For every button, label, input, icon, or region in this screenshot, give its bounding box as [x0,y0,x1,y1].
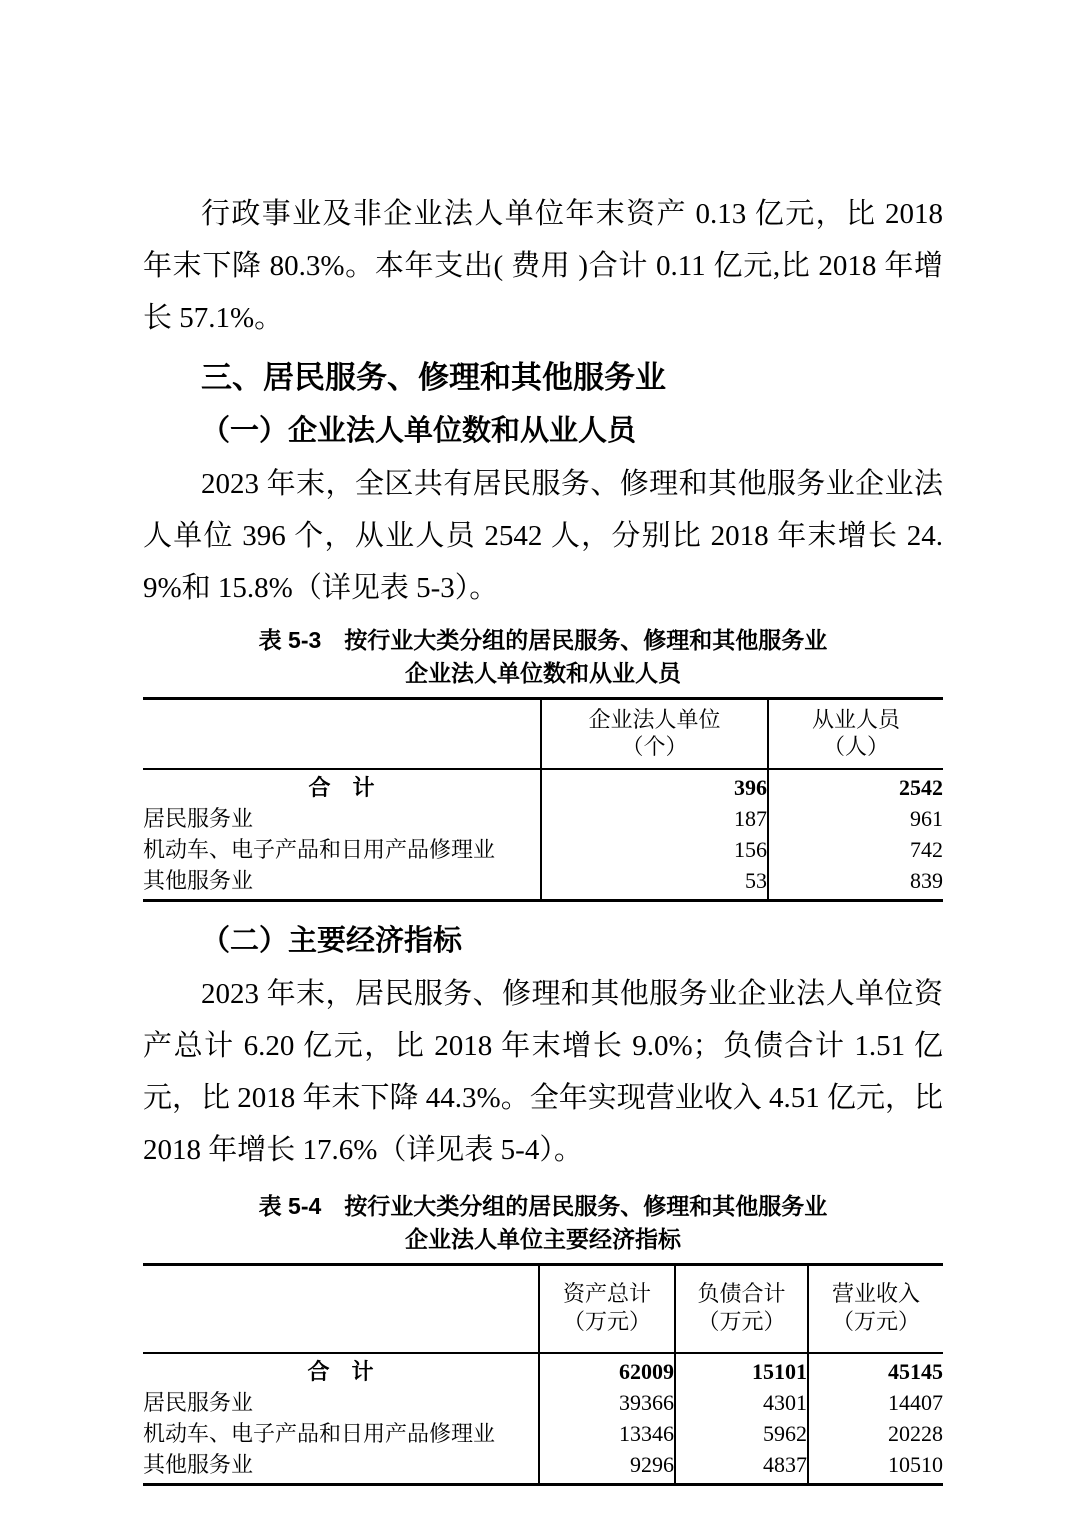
column-header-line1: 负债合计 [697,1281,786,1306]
table-5-3-title-line2: 企业法人单位数和从业人员 [405,660,681,686]
cell-value: 15101 [675,1353,808,1387]
column-header-line2: （万元） [697,1309,786,1334]
cell-value: 5962 [675,1418,808,1449]
column-header-line2: （万元） [831,1309,920,1334]
row-label: 合 计 [307,1359,374,1384]
table-row [143,803,943,834]
stub-header-empty [143,1265,539,1354]
cell-value: 13346 [539,1418,675,1449]
row-label: 合 计 [308,775,375,800]
column-header-line1: 营业收入 [831,1281,920,1306]
column-header-line1: 企业法人单位 [588,707,721,732]
row-label: 机动车、电子产品和日用产品修理业 [143,1421,496,1446]
column-header-line2: （万元） [562,1309,651,1334]
cell-value: 14407 [808,1387,943,1418]
column-header-line1: 从业人员 [811,707,900,732]
cell-value: 10510 [808,1449,943,1485]
cell-value: 4301 [675,1387,808,1418]
table-row [143,1418,943,1449]
cell-value: 62009 [539,1353,675,1387]
table-header-row [143,1265,943,1354]
table-5-4-title-line2: 企业法人单位主要经济指标 [405,1226,681,1252]
column-header-line2: （人） [822,734,889,759]
row-label: 其他服务业 [143,1452,254,1477]
paragraph-units-employees: 2023 年末，全区共有居民服务、修理和其他服务业企业法人单位 396 个，从业人员 2542 人，分别比 2018 年末增长 24.9%和 15.8%（详见表 5-3）。 [143,468,943,604]
table-header-row [143,699,943,770]
cell-value: 45145 [808,1353,943,1387]
table-row [143,865,943,901]
column-header-total-assets [539,1265,675,1354]
column-header-line2: （个） [621,734,688,759]
table-5-3-title-line1: 表 5-3 按行业大类分组的居民服务、修理和其他服务业 [258,627,828,653]
cell-value: 156 [541,834,768,865]
section-heading: 三、居民服务、修理和其他服务业 [201,360,666,395]
column-header-legal-units [541,699,768,770]
column-header-operating-revenue [808,1265,943,1354]
row-label: 机动车、电子产品和日用产品修理业 [143,837,496,862]
row-label: 居民服务业 [143,806,254,831]
subsection-heading-economic: （二）主要经济指标 [201,925,463,957]
cell-value: 39366 [539,1387,675,1418]
column-header-employees [768,699,943,770]
column-header-total-liabilities [675,1265,808,1354]
table-row-total [143,1353,943,1387]
paragraph-economic-indicators: 2023 年末，居民服务、修理和其他服务业企业法人单位资产总计 6.20 亿元，比 2018 年末增长 9.0%；负债合计 1.51 亿元，比 2018 年末下降 44.3%。全年实现营业收入 4.51 亿元，比 2018 年增长 17.6%（详见表 5-4）。 [143,978,943,1166]
paragraph-admin-assets: 行政事业及非企业法人单位年末资产 0.13 亿元，比 2018 年末下降 80.3%。本年支出( 费用 )合计 0.11 亿元,比 2018 年增长 57.1%。 [143,198,943,334]
cell-value: 742 [768,834,943,865]
cell-value: 2542 [768,769,943,803]
row-label: 居民服务业 [143,1390,254,1415]
cell-value: 20228 [808,1418,943,1449]
stub-header-empty [143,699,541,770]
cell-value: 4837 [675,1449,808,1485]
table-5-3 [143,697,943,902]
cell-value: 839 [768,865,943,901]
cell-value: 9296 [539,1449,675,1485]
table-row-total [143,769,943,803]
row-label: 其他服务业 [143,868,254,893]
table-row [143,1449,943,1485]
cell-value: 187 [541,803,768,834]
cell-value: 53 [541,865,768,901]
table-5-4-title-line1: 表 5-4 按行业大类分组的居民服务、修理和其他服务业 [258,1193,828,1219]
cell-value: 396 [541,769,768,803]
cell-value: 961 [768,803,943,834]
table-row [143,834,943,865]
table-5-4 [143,1263,943,1486]
subsection-heading-units: （一）企业法人单位数和从业人员 [201,415,637,447]
column-header-line1: 资产总计 [562,1281,651,1306]
table-row [143,1387,943,1418]
